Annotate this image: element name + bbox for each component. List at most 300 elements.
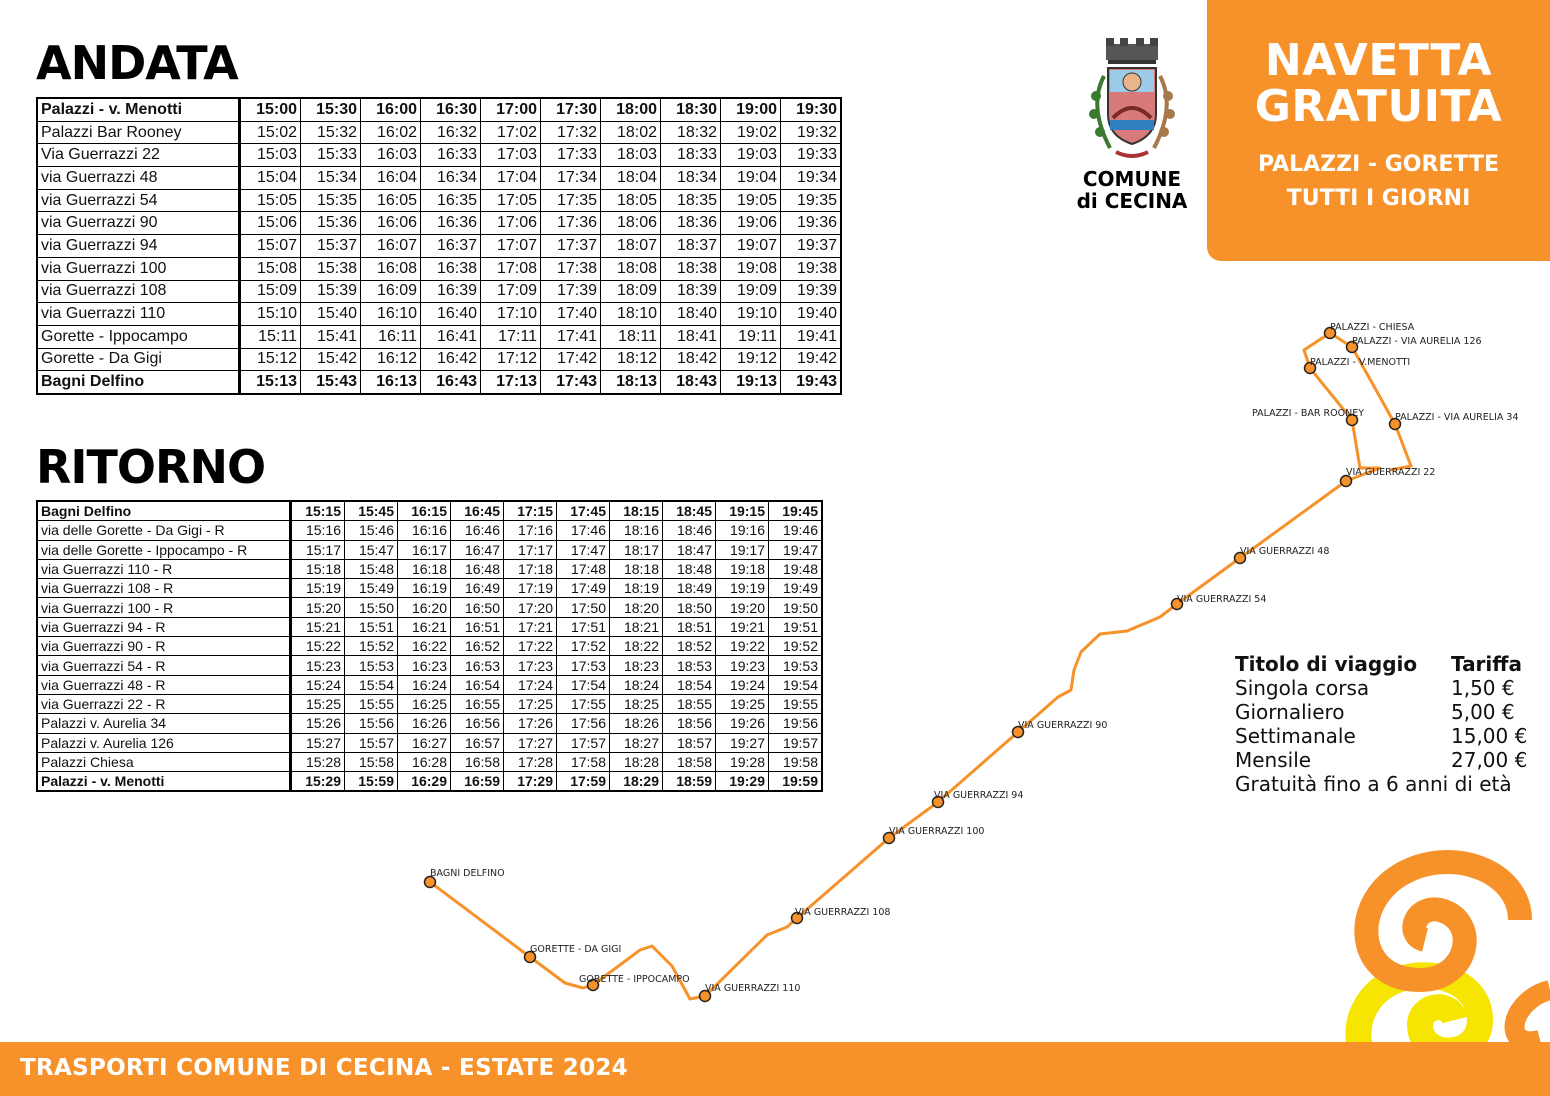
departure-time-cell: 19:42	[781, 348, 842, 371]
departure-time-cell: 17:49	[557, 579, 610, 598]
departure-time-cell: 16:52	[451, 637, 504, 656]
departure-time-cell: 15:45	[345, 501, 398, 521]
departure-time-cell: 15:28	[291, 752, 345, 771]
departure-time-cell: 18:35	[661, 189, 721, 212]
departure-time-cell: 18:59	[663, 772, 716, 792]
departure-time-cell: 16:48	[451, 559, 504, 578]
stop-label: PALAZZI - CHIESA	[1330, 322, 1415, 333]
departure-time-cell: 16:50	[451, 598, 504, 617]
departure-time-cell: 18:36	[661, 212, 721, 235]
departure-time-cell: 15:46	[345, 521, 398, 540]
departure-time-cell: 16:55	[451, 694, 504, 713]
departure-time-cell: 18:27	[610, 733, 663, 752]
departure-time-cell: 19:53	[769, 656, 823, 675]
stop-label: VIA GUERRAZZI 48	[1240, 546, 1330, 557]
departure-time-cell: 18:41	[661, 325, 721, 348]
stop-name-cell: via Guerrazzi 48 - R	[37, 675, 291, 694]
stop-label: VIA GUERRAZZI 54	[1177, 594, 1267, 605]
departure-time-cell: 16:57	[451, 733, 504, 752]
departure-time-cell: 15:19	[291, 579, 345, 598]
departure-time-cell: 19:23	[716, 656, 769, 675]
departure-time-cell: 18:54	[663, 675, 716, 694]
departure-time-cell: 16:30	[421, 98, 481, 121]
departure-time-cell: 18:30	[661, 98, 721, 121]
departure-time-cell: 19:28	[716, 752, 769, 771]
departure-time-cell: 15:03	[240, 144, 301, 167]
departure-time-cell: 18:40	[661, 303, 721, 326]
departure-time-cell: 15:06	[240, 212, 301, 235]
departure-time-cell: 16:21	[398, 617, 451, 636]
fare-note: Gratuità fino a 6 anni di età	[1235, 772, 1512, 796]
departure-time-cell: 17:43	[541, 371, 601, 394]
fares-header-title: Titolo di viaggio	[1235, 652, 1418, 676]
departure-time-cell: 16:34	[421, 167, 481, 190]
departure-time-cell: 15:32	[301, 121, 361, 144]
departure-time-cell: 19:41	[781, 325, 842, 348]
departure-time-cell: 19:26	[716, 714, 769, 733]
departure-time-cell: 17:37	[541, 235, 601, 258]
departure-time-cell: 17:35	[541, 189, 601, 212]
departure-time-cell: 16:46	[451, 521, 504, 540]
departure-time-cell: 15:27	[291, 733, 345, 752]
departure-time-cell: 15:20	[291, 598, 345, 617]
departure-time-cell: 19:27	[716, 733, 769, 752]
departure-time-cell: 19:19	[716, 579, 769, 598]
title-line1: NAVETTA	[1264, 35, 1493, 86]
departure-time-cell: 17:02	[481, 121, 541, 144]
stop-name-cell: via Guerrazzi 100 - R	[37, 598, 291, 617]
stop-name-cell: via Guerrazzi 22 - R	[37, 694, 291, 713]
departure-time-cell: 16:35	[421, 189, 481, 212]
departure-time-cell: 17:36	[541, 212, 601, 235]
departure-time-cell: 18:37	[661, 235, 721, 258]
stop-name-cell: via Guerrazzi 94 - R	[37, 617, 291, 636]
departure-time-cell: 15:23	[291, 656, 345, 675]
departure-time-cell: 15:00	[240, 98, 301, 121]
stop-label: VIA GUERRAZZI 22	[1346, 467, 1436, 478]
departure-time-cell: 15:37	[301, 235, 361, 258]
departure-time-cell: 16:22	[398, 637, 451, 656]
departure-time-cell: 18:43	[661, 371, 721, 394]
departure-time-cell: 15:29	[291, 772, 345, 792]
stop-label: GORETTE - DA GIGI	[530, 944, 622, 955]
departure-time-cell: 19:32	[781, 121, 842, 144]
departure-time-cell: 17:15	[504, 501, 557, 521]
departure-time-cell: 17:04	[481, 167, 541, 190]
departure-time-cell: 16:10	[361, 303, 421, 326]
departure-time-cell: 18:19	[610, 579, 663, 598]
departure-time-cell: 19:07	[721, 235, 781, 258]
departure-time-cell: 16:17	[398, 540, 451, 559]
departure-time-cell: 15:05	[240, 189, 301, 212]
departure-time-cell: 15:08	[240, 257, 301, 280]
departure-time-cell: 17:11	[481, 325, 541, 348]
departure-time-cell: 16:23	[398, 656, 451, 675]
departure-time-cell: 19:16	[716, 521, 769, 540]
departure-time-cell: 17:32	[541, 121, 601, 144]
departure-time-cell: 17:41	[541, 325, 601, 348]
departure-time-cell: 17:42	[541, 348, 601, 371]
departure-time-cell: 18:13	[601, 371, 661, 394]
departure-time-cell: 16:05	[361, 189, 421, 212]
departure-time-cell: 19:02	[721, 121, 781, 144]
departure-time-cell: 17:16	[504, 521, 557, 540]
fares-header-price: Tariffa	[1451, 652, 1522, 676]
departure-time-cell: 17:45	[557, 501, 610, 521]
departure-time-cell: 15:59	[345, 772, 398, 792]
stop-name-cell: via Guerrazzi 54	[37, 189, 240, 212]
departure-time-cell: 15:43	[301, 371, 361, 394]
departure-time-cell: 19:40	[781, 303, 842, 326]
fare-row	[1235, 724, 1527, 748]
departure-time-cell: 19:10	[721, 303, 781, 326]
departure-time-cell: 18:11	[601, 325, 661, 348]
departure-time-cell: 16:04	[361, 167, 421, 190]
departure-time-cell: 15:16	[291, 521, 345, 540]
departure-time-cell: 18:03	[601, 144, 661, 167]
departure-time-cell: 19:39	[781, 280, 842, 303]
departure-time-cell: 18:33	[661, 144, 721, 167]
departure-time-cell: 15:48	[345, 559, 398, 578]
departure-time-cell: 16:27	[398, 733, 451, 752]
departure-time-cell: 15:39	[301, 280, 361, 303]
departure-time-cell: 15:52	[345, 637, 398, 656]
departure-time-cell: 19:34	[781, 167, 842, 190]
departure-time-cell: 17:10	[481, 303, 541, 326]
departure-time-cell: 16:49	[451, 579, 504, 598]
departure-time-cell: 15:13	[240, 371, 301, 394]
fare-price: 1,50 €	[1451, 676, 1515, 700]
stop-name-cell: Bagni Delfino	[37, 371, 240, 394]
departure-time-cell: 15:07	[240, 235, 301, 258]
departure-time-cell: 18:25	[610, 694, 663, 713]
departure-time-cell: 16:43	[421, 371, 481, 394]
departure-time-cell: 16:00	[361, 98, 421, 121]
departure-time-cell: 18:16	[610, 521, 663, 540]
departure-time-cell: 15:18	[291, 559, 345, 578]
fare-row	[1235, 700, 1527, 724]
departure-time-cell: 18:06	[601, 212, 661, 235]
departure-time-cell: 15:04	[240, 167, 301, 190]
departure-time-cell: 16:28	[398, 752, 451, 771]
departure-time-cell: 16:19	[398, 579, 451, 598]
departure-time-cell: 18:24	[610, 675, 663, 694]
departure-time-cell: 17:50	[557, 598, 610, 617]
departure-time-cell: 16:58	[451, 752, 504, 771]
departure-time-cell: 16:26	[398, 714, 451, 733]
departure-time-cell: 18:10	[601, 303, 661, 326]
departure-time-cell: 16:11	[361, 325, 421, 348]
fare-price: 5,00 €	[1451, 700, 1515, 724]
departure-time-cell: 15:50	[345, 598, 398, 617]
departure-time-cell: 19:55	[769, 694, 823, 713]
departure-time-cell: 15:49	[345, 579, 398, 598]
departure-time-cell: 16:39	[421, 280, 481, 303]
departure-time-cell: 15:12	[240, 348, 301, 371]
departure-time-cell: 15:25	[291, 694, 345, 713]
stop-label: VIA GUERRAZZI 108	[795, 907, 891, 918]
departure-time-cell: 18:04	[601, 167, 661, 190]
departure-time-cell: 17:54	[557, 675, 610, 694]
departure-time-cell: 15:33	[301, 144, 361, 167]
departure-time-cell: 19:35	[781, 189, 842, 212]
departure-time-cell: 16:45	[451, 501, 504, 521]
departure-time-cell: 16:53	[451, 656, 504, 675]
stop-label: VIA GUERRAZZI 90	[1018, 720, 1108, 731]
departure-time-cell: 16:29	[398, 772, 451, 792]
stop-name-cell: Palazzi v. Aurelia 126	[37, 733, 291, 752]
departure-time-cell: 19:08	[721, 257, 781, 280]
departure-time-cell: 17:51	[557, 617, 610, 636]
stop-name-cell: Gorette - Ippocampo	[37, 325, 240, 348]
stop-name-cell: via Guerrazzi 108	[37, 280, 240, 303]
stop-label: VIA GUERRAZZI 100	[889, 826, 985, 837]
departure-time-cell: 19:20	[716, 598, 769, 617]
departure-time-cell: 16:37	[421, 235, 481, 258]
departure-time-cell: 19:21	[716, 617, 769, 636]
fare-name: Giornaliero	[1235, 700, 1345, 724]
departure-time-cell: 16:18	[398, 559, 451, 578]
departure-time-cell: 15:53	[345, 656, 398, 675]
departure-time-cell: 17:33	[541, 144, 601, 167]
departure-time-cell: 16:51	[451, 617, 504, 636]
departure-time-cell: 17:34	[541, 167, 601, 190]
fare-name: Mensile	[1235, 748, 1312, 772]
stop-name-cell: via Guerrazzi 108 - R	[37, 579, 291, 598]
fares-header	[1235, 652, 1527, 676]
departure-time-cell: 19:22	[716, 637, 769, 656]
departure-time-cell: 18:52	[663, 637, 716, 656]
departure-time-cell: 18:23	[610, 656, 663, 675]
departure-time-cell: 18:58	[663, 752, 716, 771]
fare-price: 27,00 €	[1451, 748, 1528, 772]
departure-time-cell: 18:39	[661, 280, 721, 303]
stop-label: PALAZZI - BAR ROONEY	[1252, 408, 1365, 419]
departure-time-cell: 16:47	[451, 540, 504, 559]
stop-name-cell: Via Guerrazzi 22	[37, 144, 240, 167]
departure-time-cell: 17:23	[504, 656, 557, 675]
departure-time-cell: 19:51	[769, 617, 823, 636]
stop-label: PALAZZI - VIA AURELIA 34	[1395, 412, 1519, 423]
departure-time-cell: 17:24	[504, 675, 557, 694]
departure-time-cell: 19:38	[781, 257, 842, 280]
departure-time-cell: 17:05	[481, 189, 541, 212]
departure-time-cell: 17:40	[541, 303, 601, 326]
departure-time-cell: 16:41	[421, 325, 481, 348]
departure-time-cell: 19:57	[769, 733, 823, 752]
departure-time-cell: 17:22	[504, 637, 557, 656]
departure-time-cell: 18:34	[661, 167, 721, 190]
footer-text: TRASPORTI COMUNE DI CECINA - ESTATE 2024	[20, 1055, 628, 1081]
departure-time-cell: 15:54	[345, 675, 398, 694]
departure-time-cell: 15:35	[301, 189, 361, 212]
departure-time-cell: 19:06	[721, 212, 781, 235]
departure-time-cell: 19:56	[769, 714, 823, 733]
departure-time-cell: 17:53	[557, 656, 610, 675]
stop-name-cell: Bagni Delfino	[37, 501, 291, 521]
departure-time-cell: 17:48	[557, 559, 610, 578]
departure-time-cell: 17:55	[557, 694, 610, 713]
departure-time-cell: 16:16	[398, 521, 451, 540]
stop-label: PALAZZI - VIA AURELIA 126	[1352, 336, 1482, 347]
departure-time-cell: 15:58	[345, 752, 398, 771]
departure-time-cell: 19:05	[721, 189, 781, 212]
departure-time-cell: 17:57	[557, 733, 610, 752]
departure-time-cell: 17:21	[504, 617, 557, 636]
stop-name-cell: Palazzi - v. Menotti	[37, 98, 240, 121]
departure-time-cell: 15:57	[345, 733, 398, 752]
departure-time-cell: 17:17	[504, 540, 557, 559]
departure-time-cell: 19:52	[769, 637, 823, 656]
departure-time-cell: 18:50	[663, 598, 716, 617]
departure-time-cell: 15:22	[291, 637, 345, 656]
departure-time-cell: 16:02	[361, 121, 421, 144]
departure-time-cell: 17:19	[504, 579, 557, 598]
departure-time-cell: 19:45	[769, 501, 823, 521]
departure-time-cell: 17:59	[557, 772, 610, 792]
departure-time-cell: 16:09	[361, 280, 421, 303]
departure-time-cell: 19:15	[716, 501, 769, 521]
departure-time-cell: 19:09	[721, 280, 781, 303]
departure-time-cell: 18:22	[610, 637, 663, 656]
stop-name-cell: via delle Gorette - Ippocampo - R	[37, 540, 291, 559]
departure-time-cell: 19:24	[716, 675, 769, 694]
departure-time-cell: 19:33	[781, 144, 842, 167]
departure-time-cell: 19:04	[721, 167, 781, 190]
departure-time-cell: 15:17	[291, 540, 345, 559]
departure-time-cell: 17:06	[481, 212, 541, 235]
departure-time-cell: 18:02	[601, 121, 661, 144]
departure-time-cell: 16:15	[398, 501, 451, 521]
title-line2: GRATUITA	[1254, 81, 1503, 132]
departure-time-cell: 17:56	[557, 714, 610, 733]
fare-name: Singola corsa	[1235, 676, 1370, 700]
departure-time-cell: 15:26	[291, 714, 345, 733]
departure-time-cell: 16:56	[451, 714, 504, 733]
departure-time-cell: 15:51	[345, 617, 398, 636]
stop-name-cell: via Guerrazzi 100	[37, 257, 240, 280]
departure-time-cell: 15:38	[301, 257, 361, 280]
spiral-logo-icon	[1330, 850, 1550, 1042]
departure-time-cell: 17:46	[557, 521, 610, 540]
departure-time-cell: 17:47	[557, 540, 610, 559]
departure-time-cell: 18:12	[601, 348, 661, 371]
departure-time-cell: 16:40	[421, 303, 481, 326]
departure-time-cell: 18:00	[601, 98, 661, 121]
departure-time-cell: 18:08	[601, 257, 661, 280]
departure-time-cell: 19:54	[769, 675, 823, 694]
andata-heading: ANDATA	[36, 36, 238, 90]
departure-time-cell: 17:09	[481, 280, 541, 303]
stop-name-cell: via Guerrazzi 54 - R	[37, 656, 291, 675]
departure-time-cell: 15:55	[345, 694, 398, 713]
departure-time-cell: 19:18	[716, 559, 769, 578]
stop-name-cell: Palazzi - v. Menotti	[37, 772, 291, 792]
departure-time-cell: 15:56	[345, 714, 398, 733]
departure-time-cell: 15:34	[301, 167, 361, 190]
departure-time-cell: 16:42	[421, 348, 481, 371]
departure-time-cell: 18:28	[610, 752, 663, 771]
departure-time-cell: 18:05	[601, 189, 661, 212]
footer-bar	[0, 1042, 1550, 1096]
departure-time-cell: 18:20	[610, 598, 663, 617]
departure-time-cell: 17:08	[481, 257, 541, 280]
departure-time-cell: 18:51	[663, 617, 716, 636]
departure-time-cell: 18:48	[663, 559, 716, 578]
departure-time-cell: 16:25	[398, 694, 451, 713]
departure-time-cell: 16:13	[361, 371, 421, 394]
departure-time-cell: 15:02	[240, 121, 301, 144]
departure-time-cell: 17:20	[504, 598, 557, 617]
departure-time-cell: 19:30	[781, 98, 842, 121]
stop-name-cell: Palazzi Chiesa	[37, 752, 291, 771]
fare-name: Settimanale	[1235, 724, 1356, 748]
departure-time-cell: 15:42	[301, 348, 361, 371]
departure-time-cell: 18:57	[663, 733, 716, 752]
departure-time-cell: 16:03	[361, 144, 421, 167]
departure-time-cell: 18:15	[610, 501, 663, 521]
departure-time-cell: 18:53	[663, 656, 716, 675]
departure-time-cell: 16:32	[421, 121, 481, 144]
departure-time-cell: 19:00	[721, 98, 781, 121]
departure-time-cell: 15:11	[240, 325, 301, 348]
fare-row	[1235, 676, 1527, 700]
departure-time-cell: 16:33	[421, 144, 481, 167]
departure-time-cell: 16:36	[421, 212, 481, 235]
departure-time-cell: 17:27	[504, 733, 557, 752]
departure-time-cell: 15:24	[291, 675, 345, 694]
departure-time-cell: 17:12	[481, 348, 541, 371]
departure-time-cell: 19:36	[781, 212, 842, 235]
departure-time-cell: 18:29	[610, 772, 663, 792]
departure-time-cell: 17:38	[541, 257, 601, 280]
departure-time-cell: 19:58	[769, 752, 823, 771]
departure-time-cell: 16:08	[361, 257, 421, 280]
fare-price: 15,00 €	[1451, 724, 1528, 748]
stop-label: VIA GUERRAZZI 94	[934, 790, 1024, 801]
stop-name-cell: via Guerrazzi 110 - R	[37, 559, 291, 578]
stop-name-cell: via delle Gorette - Da Gigi - R	[37, 521, 291, 540]
departure-time-cell: 18:56	[663, 714, 716, 733]
departure-time-cell: 19:48	[769, 559, 823, 578]
departure-time-cell: 17:30	[541, 98, 601, 121]
departure-time-cell: 18:42	[661, 348, 721, 371]
departure-time-cell: 18:49	[663, 579, 716, 598]
departure-time-cell: 16:06	[361, 212, 421, 235]
departure-time-cell: 15:41	[301, 325, 361, 348]
departure-time-cell: 19:17	[716, 540, 769, 559]
departure-time-cell: 15:15	[291, 501, 345, 521]
departure-time-cell: 16:59	[451, 772, 504, 792]
fare-row	[1235, 748, 1527, 772]
stop-name-cell: Palazzi v. Aurelia 34	[37, 714, 291, 733]
departure-time-cell: 15:36	[301, 212, 361, 235]
departure-time-cell: 15:47	[345, 540, 398, 559]
departure-time-cell: 18:38	[661, 257, 721, 280]
departure-time-cell: 17:03	[481, 144, 541, 167]
departure-time-cell: 16:24	[398, 675, 451, 694]
route-name: PALAZZI - GORETTE	[1258, 152, 1499, 177]
departure-time-cell: 19:13	[721, 371, 781, 394]
departure-time-cell: 18:09	[601, 280, 661, 303]
municipality-line1: COMUNE	[1082, 167, 1182, 191]
departure-time-cell: 19:11	[721, 325, 781, 348]
departure-time-cell: 19:03	[721, 144, 781, 167]
stop-name-cell: via Guerrazzi 94	[37, 235, 240, 258]
departure-time-cell: 16:20	[398, 598, 451, 617]
departure-time-cell: 15:09	[240, 280, 301, 303]
departure-time-cell: 18:32	[661, 121, 721, 144]
